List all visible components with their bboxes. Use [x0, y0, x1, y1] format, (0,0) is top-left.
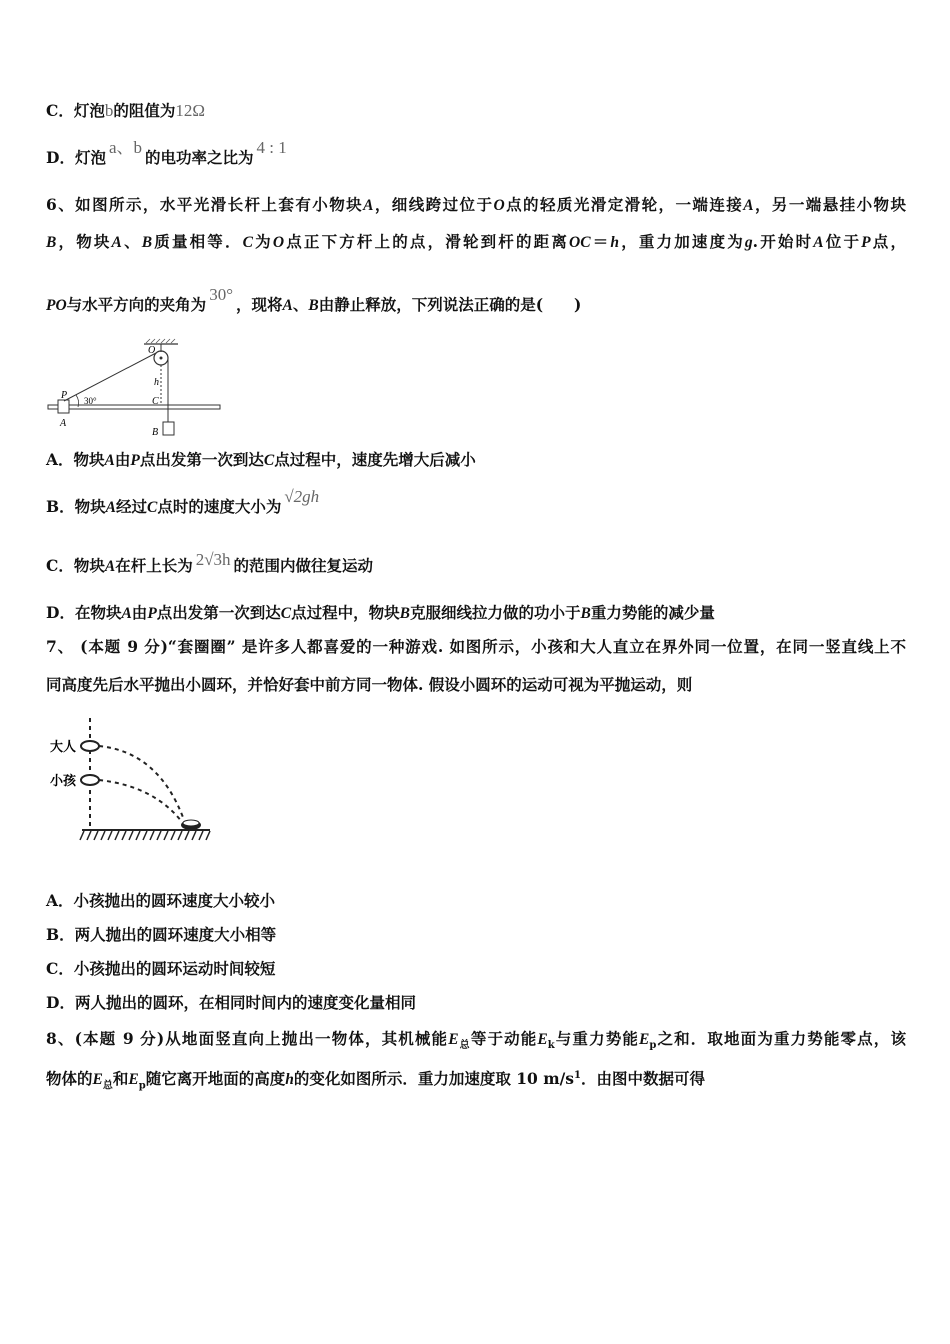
q6-stem-line-1: 6、如图所示，水平光滑长杆上套有小物块A，细线跨过位于O点的轻质光滑定滑轮，一端连接A，另一端悬挂小物块	[46, 195, 906, 214]
block-b	[163, 422, 174, 435]
q7-stem-line-1: 7、 (本题 9 分)“套圈圈” 是许多人都喜爱的一种游戏. 如图所示，小孩和大人直立在界外同一位置，在同一竖直线上不	[46, 637, 906, 656]
label-h: h	[154, 377, 159, 388]
label-a: A	[60, 418, 67, 429]
q6-stem-line-2: B，物块A、B质量相等．C为O点正下方杆上的点，滑轮到杆的距离OC＝h，重力加速度为g.开始时A位于P点，	[46, 232, 906, 251]
q8-stem-line-2: 物体的$E_总$和$E_p$随它离开地面的高度h的变化如图所示．重力加速度取 10 $m/s^1$．由图中数据可得	[46, 1069, 705, 1092]
child-ring	[81, 775, 99, 785]
label-adult: 大人	[50, 739, 77, 754]
label-c: C	[152, 396, 159, 407]
q7-option-a: A．小孩抛出的圆环速度大小较小	[46, 891, 276, 910]
child-trajectory	[99, 780, 182, 822]
target-ring	[183, 820, 199, 826]
adult-trajectory	[99, 746, 184, 820]
pulley-diagram	[44, 338, 226, 440]
adult-ring	[81, 741, 99, 751]
q7-option-c: C．小孩抛出的圆环运动时间较短	[46, 959, 276, 978]
label-b: B	[152, 427, 159, 438]
q6-option-c: C．物块A在杆上长为 2√3h 的范围内做往复运动	[46, 550, 374, 575]
ceiling-hatch	[146, 339, 175, 343]
q6-option-b: B．物块A经过C点时的速度大小为√2gh	[46, 487, 320, 516]
string-po	[64, 353, 156, 401]
q6-stem-line-3: PO与水平方向的夹角为30°，现将A、B由静止释放，下列说法正确的是( )	[46, 285, 582, 314]
q7-stem-line-2: 同高度先后水平抛出小圆环，并恰好套中前方同一物体. 假设小圆环的运动可视为平抛运动，则	[46, 675, 693, 694]
label-o: O	[148, 345, 156, 356]
q7-option-b: B．两人抛出的圆环速度大小相等	[46, 925, 277, 944]
label-child: 小孩	[50, 773, 77, 788]
horizontal-rod	[48, 405, 220, 409]
q6-option-d: D．在物块A由P点出发第一次到达C点过程中，物块B克服细线拉力做的功小于B重力势能的减少量	[46, 603, 715, 622]
q5-option-d: D．灯泡a、b的电功率之比为4 : 1	[46, 138, 287, 167]
q7-option-d: D．两人抛出的圆环，在相同时间内的速度变化量相同	[46, 993, 416, 1012]
block-a	[58, 400, 69, 413]
pulley-axle	[160, 357, 163, 360]
q6-option-a: A．物块A由P点出发第一次到达C点过程中，速度先增大后减小	[46, 450, 476, 469]
label-p: P	[61, 390, 68, 401]
ground-hatch	[80, 831, 210, 840]
ring-toss-diagram	[44, 714, 214, 850]
q5-option-c: C．灯泡b的阻值为12Ω	[46, 101, 205, 120]
label-angle: 30°	[84, 396, 97, 406]
q8-stem-line-1: 8、(本题 9 分)从地面竖直向上抛出一物体，其机械能$E_总$等于动能$E_k$与重力势能$E_p$之和．取地面为重力势能零点，该	[46, 1029, 906, 1052]
